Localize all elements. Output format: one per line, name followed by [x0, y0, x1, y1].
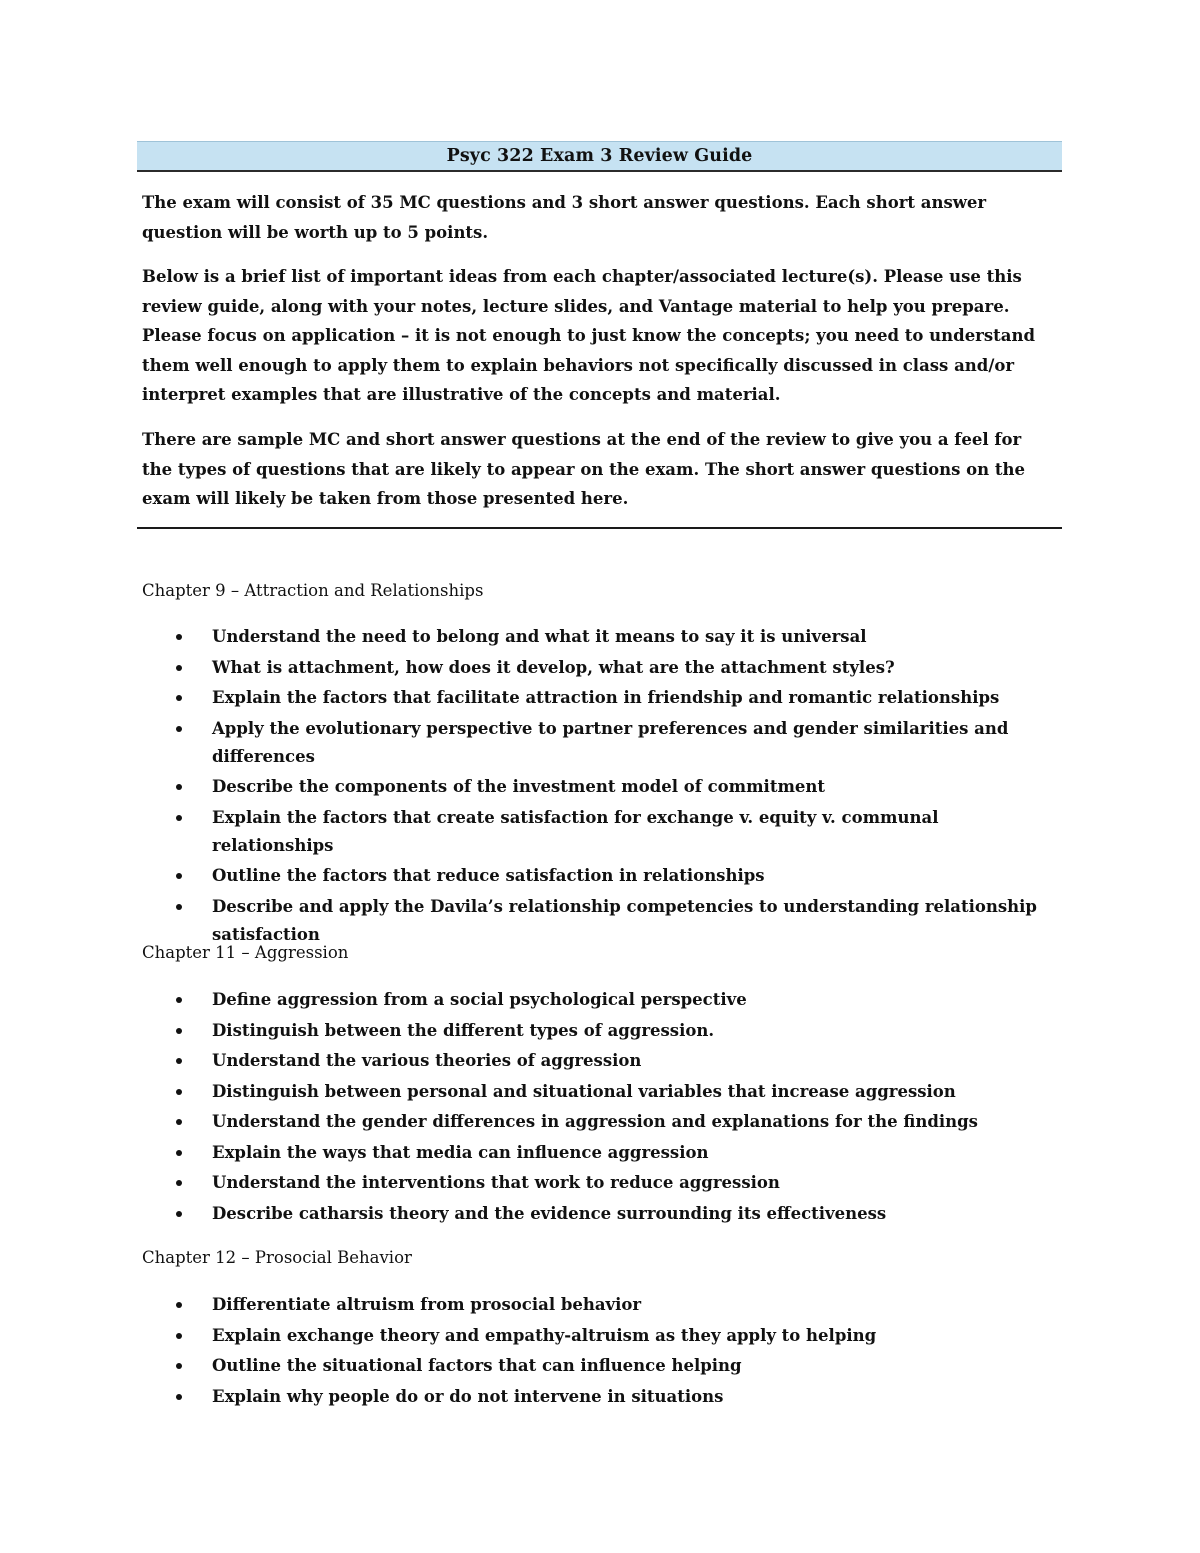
chapter-11-bullet-list	[142, 986, 1057, 1230]
chapter-9-bullet-list	[142, 623, 1057, 951]
intro-paragraph-sample-questions: There are sample MC and short answer questions at the end of the review to give you a feel for the types of questions that are likely to appear on the exam. The short answer questions on the exam will likely be taken from those presented here.	[142, 430, 1026, 508]
list-item-text: Outline the factors that reduce satisfaction in relationships	[212, 866, 765, 885]
list-item-text: Describe catharsis theory and the evidence surrounding its effectiveness	[212, 1203, 887, 1223]
bullet-icon	[176, 1333, 182, 1339]
intro-paragraph-exam-format: The exam will consist of 35 MC questions and 3 short answer questions. Each short answer question will be worth up to 5 points.	[142, 193, 987, 242]
bullet-icon	[176, 1119, 182, 1125]
list-item	[142, 1108, 1057, 1136]
bullet-icon	[176, 1363, 182, 1369]
list-item	[142, 1291, 1057, 1319]
list-item	[142, 1322, 1057, 1350]
intro-paragraph-study-advice: Below is a brief list of important ideas from each chapter/associated lecture(s). Please use this review guide, along with your notes, lecture slides, and Vantage material to help you prepare. Please focus on application – it is not enough to just know the concepts; you need to understand them well enough to apply them to explain behaviors not specifically discussed in class and/or interpret examples that are illustrative of the concepts and material.	[142, 267, 1036, 404]
list-item-text: Distinguish between the different types of aggression.	[212, 1020, 715, 1040]
list-item-text: Understand the interventions that work to reduce aggression	[212, 1173, 780, 1192]
list-item	[142, 862, 1057, 890]
bullet-icon	[176, 1058, 182, 1064]
list-item	[142, 1169, 1057, 1197]
bullet-icon	[176, 1089, 182, 1095]
list-item	[142, 1352, 1057, 1380]
bullet-icon	[176, 1028, 182, 1034]
bullet-icon	[176, 873, 182, 879]
section-divider	[137, 527, 1062, 529]
bullet-icon	[176, 695, 182, 701]
chapter-heading-11: Chapter 11 – Aggression	[142, 943, 349, 962]
list-item	[142, 986, 1057, 1014]
bullet-icon	[176, 1302, 182, 1308]
list-item-text: Distinguish between personal and situational variables that increase aggression	[212, 1081, 956, 1101]
list-item	[142, 804, 1057, 860]
list-item-text: Understand the need to belong and what it means to say it is universal	[212, 627, 867, 646]
list-item-text: Understand the various theories of aggression	[212, 1051, 642, 1070]
list-item	[142, 773, 1057, 801]
list-item-text: Describe and apply the Davila’s relationship competencies to understanding relationship satisfaction	[212, 896, 1037, 944]
list-item	[142, 684, 1057, 712]
chapter-12-bullet-list	[142, 1291, 1057, 1413]
list-item	[142, 1017, 1057, 1045]
list-item-text: Differentiate altruism from prosocial behavior	[212, 1295, 642, 1314]
bullet-icon	[176, 726, 182, 732]
list-item-text: Explain the ways that media can influence aggression	[212, 1142, 709, 1162]
list-item	[142, 715, 1057, 771]
list-item-text: Explain the factors that facilitate attraction in friendship and romantic relationships	[212, 688, 1000, 707]
list-item-text: Explain the factors that create satisfaction for exchange v. equity v. communal relationships	[212, 807, 939, 855]
list-item-text: What is attachment, how does it develop, what are the attachment styles?	[212, 657, 895, 677]
bullet-icon	[176, 634, 182, 640]
list-item-text: Apply the evolutionary perspective to partner preferences and gender similarities and differences	[212, 718, 1009, 766]
bullet-icon	[176, 1180, 182, 1186]
bullet-icon	[176, 1394, 182, 1400]
list-item	[142, 623, 1057, 651]
list-item	[142, 1139, 1057, 1167]
bullet-icon	[176, 1150, 182, 1156]
list-item	[142, 1383, 1057, 1411]
list-item-text: Understand the gender differences in aggression and explanations for the findings	[212, 1112, 978, 1131]
list-item	[142, 1200, 1057, 1228]
bullet-icon	[176, 665, 182, 671]
chapter-heading-12: Chapter 12 – Prosocial Behavior	[142, 1248, 412, 1267]
list-item	[142, 1047, 1057, 1075]
bullet-icon	[176, 784, 182, 790]
list-item-text: Explain exchange theory and empathy-altruism as they apply to helping	[212, 1325, 877, 1345]
chapter-heading-9: Chapter 9 – Attraction and Relationships	[142, 581, 484, 600]
bullet-icon	[176, 1211, 182, 1217]
bullet-icon	[176, 997, 182, 1003]
list-item	[142, 1078, 1057, 1106]
list-item-text: Describe the components of the investment model of commitment	[212, 777, 826, 796]
list-item-text: Explain why people do or do not intervene in situations	[212, 1386, 724, 1406]
bullet-icon	[176, 815, 182, 821]
list-item-text: Outline the situational factors that can influence helping	[212, 1356, 742, 1375]
bullet-icon	[176, 904, 182, 910]
list-item	[142, 654, 1057, 682]
document-title: Psyc 322 Exam 3 Review Guide	[137, 141, 1062, 172]
list-item-text: Define aggression from a social psychological perspective	[212, 990, 747, 1009]
